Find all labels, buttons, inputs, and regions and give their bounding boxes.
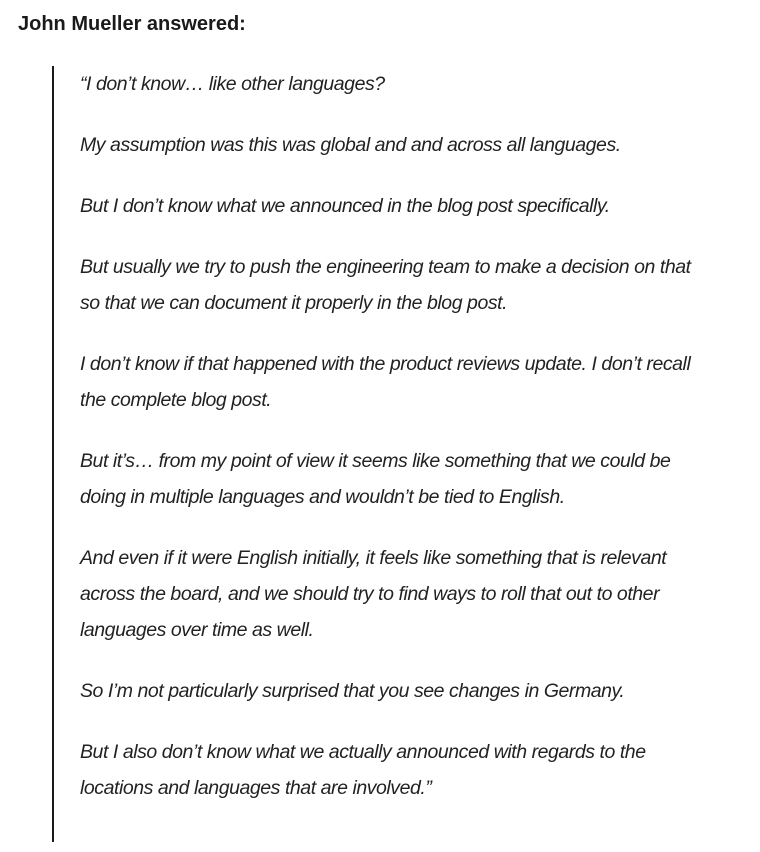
quote-paragraph: So I’m not particularly surprised that you see changes in Germany.	[80, 680, 625, 702]
quote-paragraph: But usually we try to push the engineering team to make a decision on that so that we can document it properly in the blog post.	[80, 256, 691, 314]
blockquote	[52, 66, 692, 842]
quote-paragraph: But it’s… from my point of view it seems like something that we could be doing in multiple languages and wouldn’t be tied to English.	[80, 450, 671, 508]
quote-paragraph: But I also don’t know what we actually announced with regards to the locations and languages that are involved.”	[80, 741, 646, 799]
answer-heading: John Mueller answered:	[18, 13, 246, 35]
quote-paragraph: My assumption was this was global and and across all languages.	[80, 134, 621, 156]
quote-paragraph: And even if it were English initially, it feels like something that is relevant across the board, and we should try to find ways to roll that out to other languages over time as well.	[80, 547, 667, 641]
quote-paragraph: I don’t know if that happened with the product reviews update. I don’t recall the complete blog post.	[80, 353, 691, 411]
quote-paragraph: But I don’t know what we announced in the blog post specifically.	[80, 195, 610, 217]
quote-paragraph: “I don’t know… like other languages?	[80, 73, 385, 95]
